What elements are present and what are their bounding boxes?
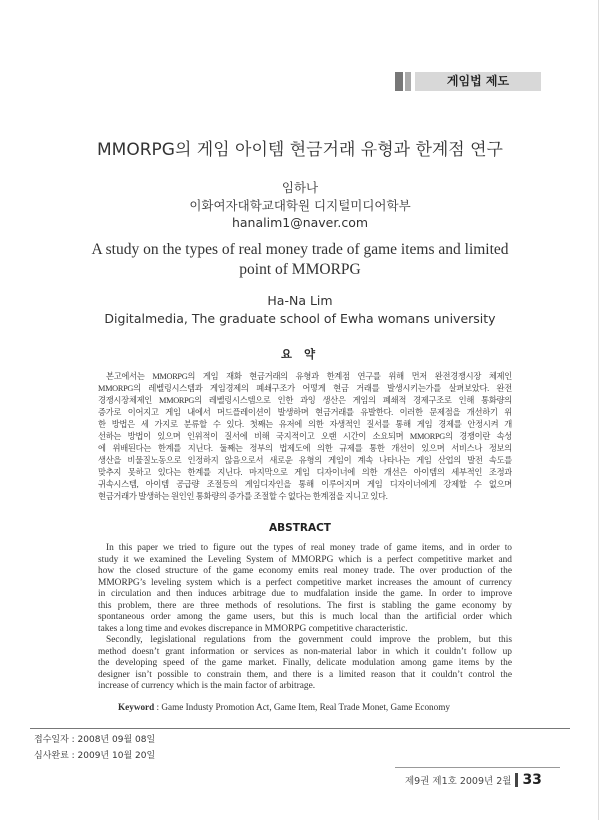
- author-email: hanalim1@naver.com: [231, 215, 369, 230]
- paragraph-line: 본고에서는 MMORPG의 게임 재화 현금거래의 유형과 한계점 연구를 위해 먼저 완전경쟁시장 체제인: [106, 372, 512, 381]
- paragraph-line: 현금거래가 발생하는 원인인 통화량의 증가를 조절할 수 없다는 한계점을 지니고 있다.: [98, 492, 388, 501]
- abstract-paragraph: [98, 543, 512, 693]
- paragraph-line: in circulation and then induces arbitrage due to mudfalation inside the game. In order to improve: [98, 589, 512, 599]
- paragraph-line: 경쟁시장체제인 MMORPG의 레벨링시스템으로 인한 과잉 생산은 게임의 폐쇄적 경제구조로 인해 통화량의: [98, 396, 512, 405]
- paragraph-line: 맞추지 못하고 있다는 한계를 지닌다. 마지막으로 게임 디자이너에 의한 개선은 아이템의 세부적인 조정과: [98, 468, 512, 477]
- paragraph-line: 한 방법은 세 가지로 분류할 수 있다. 첫째는 유저에 의한 자생적인 질서를 통해 게임 경제를 안정시켜 개: [98, 420, 512, 429]
- paragraph-line: method doesn’t grant information or services as non-material labor in which it couldn’t follow up: [98, 646, 512, 657]
- issue-info: 제9권 제1호 2009년 2월: [405, 776, 512, 787]
- paragraph-line: 에 위배된다는 한계를 지닌다. 둘째는 정부의 법제도에 의한 규제를 통한 개선이 있으며 서비스나 정보의: [98, 444, 512, 453]
- header-bar-dark: [395, 72, 403, 91]
- summary-kr-paragraph: [98, 371, 512, 503]
- reviewed-date: 심사완료 : 2009년 10월 20일: [34, 751, 156, 761]
- paragraph-line: MMORPG’s leveling system which is a perfect competitive market increases the amount of currency: [98, 577, 512, 588]
- author-affiliation-kr: 이화여자대학교대학원 디지털미디어학부: [189, 198, 411, 213]
- abstract-heading: ABSTRACT: [269, 522, 331, 534]
- author-affiliation-en: Digitalmedia, The graduate school of Ewha womans university: [104, 311, 496, 326]
- paragraph-line: 귀속시스템, 아이템 공급량 조절등의 게임디자인을 통해 이루어지며 게임 디자이너에게 강제할 수 없으며: [98, 480, 512, 489]
- footer: [405, 772, 542, 788]
- paragraph-line: In this paper we tried to figure out the types of real money trade of game items, and in order to: [106, 543, 512, 553]
- paragraph-line: the developing speed of the game market. Finally, delicate modulation among game items by the: [98, 658, 512, 668]
- received-date: 접수일자 : 2008년 09월 08일: [34, 735, 156, 745]
- divider: [30, 728, 570, 729]
- author-name-en: Ha-Na Lim: [267, 293, 333, 308]
- paragraph-line: increase of currency which is the main factor of arbitrage.: [98, 681, 316, 691]
- paper-title-kr: MMORPG의 게임 아이템 현금거래 유형과 한계점 연구: [97, 140, 503, 160]
- footer-bar: [515, 773, 518, 787]
- keywords: [118, 701, 450, 713]
- page-edge: [598, 0, 599, 820]
- paper-title-en: [0, 240, 600, 280]
- paragraph-line: how the closed structure of the game economy emits real money trade. The over production of the: [98, 566, 512, 576]
- title-en-line1: A study on the types of real money trade of game items and limited: [91, 241, 509, 258]
- page-number: 33: [522, 772, 542, 788]
- section-header: [395, 72, 541, 91]
- section-label: 게임법 제도: [415, 72, 541, 91]
- paragraph-line: 생산을 비물질노동으로 인정하지 않음으로서 새로운 유형의 게임이 계속 나타나는 게임 산업의 발전 속도를: [98, 456, 512, 465]
- paragraph-line: MMORPG의 레벨링시스템과 게임경제의 폐쇄구조가 어떻게 현금 거래를 발생시키는가를 살펴보았다. 완전: [98, 384, 512, 393]
- summary-heading: 요 약: [280, 347, 320, 361]
- paragraph-line: this problem, there are three methods of resolutions. The first is stabling the game economy by: [98, 600, 512, 611]
- paragraph-line: Secondly, legislational regulations from the government could improve the problem, but this: [106, 635, 512, 645]
- header-bar-light: [405, 72, 411, 91]
- footer-divider: [395, 767, 560, 768]
- paragraph-line: 선하는 방법이 있으며 인위적이 질서에 비해 국지적이고 오랜 시간이 소요되며 MMORPG의 경쟁이란 속성: [98, 432, 512, 441]
- keyword-list: : Game Industy Promotion Act, Game Item, Real Trade Monet, Game Economy: [156, 702, 450, 712]
- paragraph-line: 증가로 이어지고 게임 내에서 머드플레이션이 발생하며 현금거래를 유발한다. 이러한 문제점을 개선하기 위: [98, 408, 512, 417]
- paragraph-line: takes a long time and evokes discrepance in MMORPG competitive characteristic.: [98, 623, 408, 634]
- paragraph-line: study it we examined the Leveling System of MMORPG which is a perfect competitive market and: [98, 554, 512, 565]
- author-name-kr: 임하나: [281, 180, 319, 195]
- keyword-label: Keyword: [118, 702, 155, 712]
- paragraph-line: spontaneous order among the game users, but this is much local than the artificial order which: [98, 612, 512, 622]
- paragraph-line: designer isn’t possible to constrain them, and there is a limited reason that it couldn’t control the: [98, 669, 512, 680]
- title-en-line2: point of MMORPG: [239, 261, 361, 278]
